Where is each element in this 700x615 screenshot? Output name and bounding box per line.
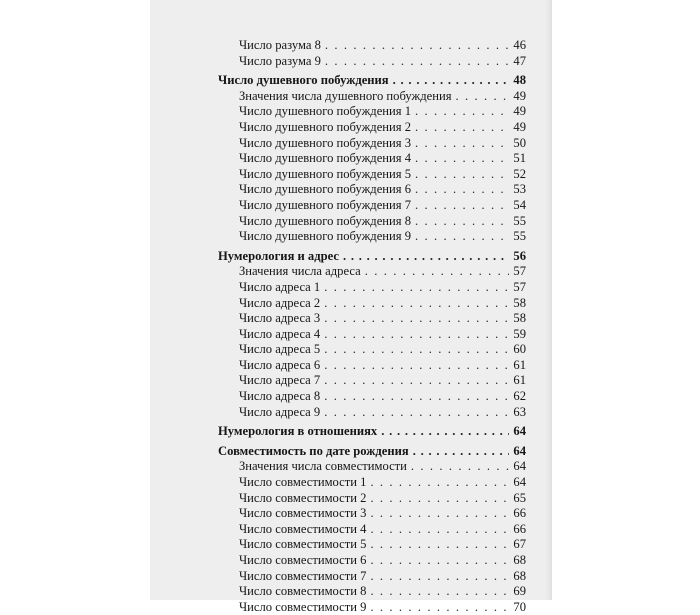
toc-page-number: 64 — [513, 459, 526, 474]
toc-page-number: 48 — [513, 73, 526, 88]
toc-page-number: 59 — [513, 326, 526, 341]
toc-entry-title: Число совместимости 1 — [239, 475, 367, 490]
toc-entry-title: Число адреса 4 — [239, 326, 321, 341]
toc-subentry — [218, 167, 526, 183]
toc-page-number: 64 — [513, 443, 526, 458]
toc-subentry — [218, 459, 526, 475]
toc-subentry — [218, 89, 526, 105]
dot-leader — [415, 214, 509, 230]
toc-entry-title: Число адреса 2 — [239, 295, 321, 310]
toc-subentry — [218, 327, 526, 343]
toc-page-number: 58 — [513, 295, 526, 310]
toc-subentry — [218, 296, 526, 312]
toc-subentry — [218, 506, 526, 522]
toc-page-number: 49 — [513, 119, 526, 134]
dot-leader — [370, 584, 509, 600]
toc-page-number: 64 — [513, 424, 526, 439]
dot-leader — [415, 104, 509, 120]
toc-entry-title: Число совместимости 2 — [239, 490, 367, 505]
dot-leader — [324, 389, 509, 405]
dot-leader — [324, 342, 509, 358]
dot-leader — [415, 120, 509, 136]
toc-subentry — [218, 389, 526, 405]
toc-page-number: 52 — [513, 166, 526, 181]
toc-page-number: 61 — [513, 373, 526, 388]
toc-page-number: 53 — [513, 182, 526, 197]
dot-leader — [393, 73, 509, 89]
dot-leader — [325, 54, 509, 70]
toc-entry-title: Число адреса 3 — [239, 311, 321, 326]
toc-entry-title: Число совместимости 5 — [239, 537, 367, 552]
toc-entry-title: Число адреса 5 — [239, 342, 321, 357]
dot-leader — [325, 38, 509, 54]
toc-entry-title: Число совместимости 6 — [239, 553, 367, 567]
toc-page-number: 60 — [513, 342, 526, 357]
toc-subentry — [218, 214, 526, 230]
toc-page-number: 69 — [513, 584, 526, 599]
toc-entry-title: Значения числа совместимости — [239, 459, 407, 474]
toc-page-number: 68 — [513, 568, 526, 583]
toc-subentry — [218, 54, 526, 70]
toc-section-entry — [218, 424, 526, 440]
toc-entry-title: Значения числа душевного побуждения — [239, 88, 452, 103]
dot-leader — [370, 537, 509, 553]
toc-entry-title: Нумерология в отношениях — [218, 424, 378, 439]
toc-subentry — [218, 151, 526, 167]
toc-entry-title: Число адреса 8 — [239, 389, 321, 404]
toc-page-number: 57 — [513, 279, 526, 294]
dot-leader — [415, 136, 509, 152]
toc-subentry — [218, 229, 526, 245]
toc-subentry — [218, 280, 526, 296]
toc-subentry — [218, 537, 526, 553]
toc-page-number: 66 — [513, 521, 526, 536]
toc-entry-title: Число душевного побуждения 7 — [239, 197, 412, 212]
toc-entry-title: Значения числа адреса — [239, 264, 361, 279]
toc-entry-title: Число разума 9 — [239, 53, 321, 68]
toc-subentry — [218, 475, 526, 491]
toc-entry-title: Число душевного побуждения 4 — [239, 151, 412, 166]
toc-section-entry — [218, 73, 526, 89]
dot-leader — [370, 522, 509, 538]
toc-entry-title: Число совместимости 4 — [239, 521, 367, 536]
dot-leader — [370, 569, 509, 585]
dot-leader — [415, 167, 509, 183]
toc-page-number: 65 — [513, 490, 526, 505]
toc-page-number: 62 — [513, 389, 526, 404]
dot-leader — [370, 553, 509, 569]
toc-subentry — [218, 120, 526, 136]
toc-page-number: 46 — [513, 38, 526, 52]
toc-entry-title: Число душевного побуждения 8 — [239, 213, 412, 228]
toc-page-number: 67 — [513, 537, 526, 552]
toc-page-number: 56 — [513, 248, 526, 263]
toc-entry-title: Число душевного побуждения 3 — [239, 135, 412, 150]
toc-entry-title: Число адреса 6 — [239, 357, 321, 372]
toc-page-number: 64 — [513, 475, 526, 490]
dot-leader — [370, 491, 509, 507]
toc-section-entry — [218, 249, 526, 265]
toc-subentry — [218, 136, 526, 152]
toc-subentry — [218, 358, 526, 374]
dot-leader — [370, 506, 509, 522]
toc-entry-title: Число совместимости 8 — [239, 584, 367, 599]
toc-page-number: 49 — [513, 88, 526, 103]
toc-page-number: 58 — [513, 311, 526, 326]
toc-entry-title: Нумерология и адрес — [218, 248, 339, 263]
toc-subentry — [218, 311, 526, 327]
dot-leader — [365, 264, 509, 280]
toc-page-number: 61 — [513, 357, 526, 372]
toc-subentry — [218, 600, 526, 615]
toc-page-number: 70 — [513, 599, 526, 614]
toc-entry-title: Совместимость по дате рождения — [218, 443, 409, 458]
dot-leader — [324, 373, 509, 389]
toc-page-number: 57 — [513, 264, 526, 279]
toc-subentry — [218, 373, 526, 389]
toc-subentry — [218, 569, 526, 585]
dot-leader — [415, 198, 509, 214]
toc-subentry — [218, 104, 526, 120]
toc-page-number: 50 — [513, 135, 526, 150]
toc-entry-title: Число душевного побуждения 9 — [239, 229, 412, 244]
toc-subentry — [218, 182, 526, 198]
toc-entry-title: Число адреса 1 — [239, 279, 321, 294]
toc-page-number: 66 — [513, 506, 526, 521]
toc-subentry — [218, 405, 526, 421]
toc-subentry — [218, 584, 526, 600]
dot-leader — [415, 229, 509, 245]
dot-leader — [324, 296, 509, 312]
toc-subentry — [218, 491, 526, 507]
toc-subentry — [218, 38, 526, 54]
dot-leader — [415, 182, 509, 198]
toc-page-number: 54 — [513, 197, 526, 212]
toc-subentry — [218, 553, 526, 569]
toc-page-number: 63 — [513, 404, 526, 419]
toc-page-number: 47 — [513, 53, 526, 68]
toc-entry-title: Число душевного побуждения — [218, 73, 389, 88]
toc-entry-title: Число душевного побуждения 5 — [239, 166, 412, 181]
toc-entry-title: Число совместимости 3 — [239, 506, 367, 521]
dot-leader — [324, 280, 509, 296]
dot-leader — [324, 327, 509, 343]
toc-entry-title: Число совместимости 7 — [239, 568, 367, 583]
toc-page-number: 51 — [513, 151, 526, 166]
dot-leader — [343, 249, 509, 265]
dot-leader — [370, 475, 509, 491]
dot-leader — [324, 311, 509, 327]
toc-page-number: 49 — [513, 104, 526, 119]
toc-entry-title: Число душевного побуждения 2 — [239, 119, 412, 134]
toc-entry-title: Число адреса 7 — [239, 373, 321, 388]
toc-entry-title: Число душевного побуждения 1 — [239, 104, 412, 119]
toc-page-number: 68 — [513, 553, 526, 567]
table-of-contents — [218, 38, 526, 615]
toc-page-number: 55 — [513, 229, 526, 244]
toc-subentry — [218, 522, 526, 538]
dot-leader — [370, 600, 509, 615]
toc-section-entry — [218, 444, 526, 460]
dot-leader — [411, 459, 509, 475]
dot-leader — [324, 405, 509, 421]
toc-subentry — [218, 342, 526, 358]
dot-leader — [381, 424, 509, 440]
toc-page-number: 55 — [513, 213, 526, 228]
toc-entry-title: Число совместимости 9 — [239, 599, 367, 614]
toc-entry-title: Число адреса 9 — [239, 404, 321, 419]
toc-subentry — [218, 264, 526, 280]
toc-entry-title: Число разума 8 — [239, 38, 321, 52]
dot-leader — [415, 151, 509, 167]
toc-entry-title: Число душевного побуждения 6 — [239, 182, 412, 197]
dot-leader — [456, 89, 509, 105]
dot-leader — [324, 358, 509, 374]
toc-subentry — [218, 198, 526, 214]
dot-leader — [413, 444, 509, 460]
